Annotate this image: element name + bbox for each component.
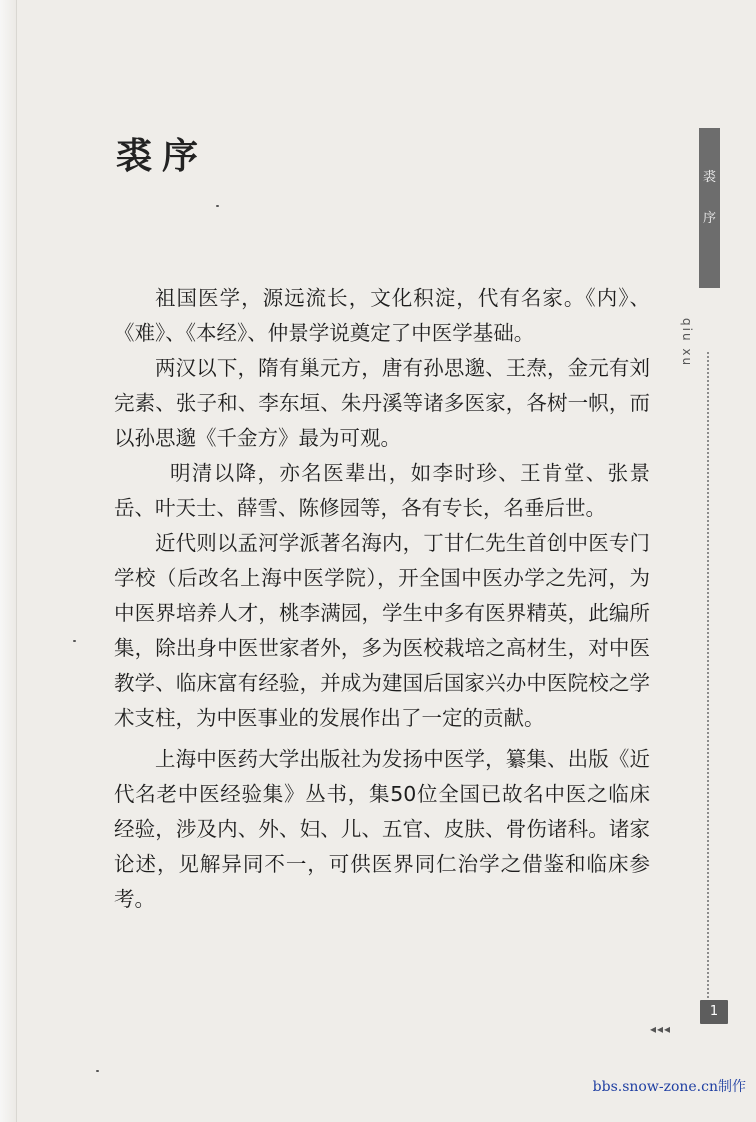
watermark: bbs.snow-zone.cn制作 — [592, 1079, 746, 1095]
scan-speck — [96, 1070, 99, 1072]
body-text — [114, 281, 650, 917]
paragraph-4: 近代则以孟河学派著名海内，丁甘仁先生首创中医专门学校（后改名上海中医学院），开全国中医办学之先河，为中医界培养人才，桃李满园，学生中多有医界精英，此编所集，除出身中医世家者外，多为医校栽培之高材生，对中医教学、临床富有经验，并成为建国后国家兴办中医院校之学术支柱，为中医事业的发展作出了一定的贡献。 — [114, 531, 650, 730]
nav-arrows-icon: ◂◂◂ — [650, 1022, 672, 1036]
page-number: 1 — [700, 1000, 728, 1024]
paragraph-1: 祖国医学，源远流长，文化积淀，代有名家。《内》、《难》、《本经》、仲景学说奠定了中医学基础。 — [114, 286, 650, 345]
section-tab-char-1: 裘 — [702, 170, 716, 185]
paragraph-2: 两汉以下，隋有巢元方，唐有孙思邈、王焘，金元有刘完素、张子和、李东垣、朱丹溪等诸多医家，各树一帜，而以孙思邈《千金方》最为可观。 — [114, 356, 650, 450]
dotted-divider — [707, 352, 709, 1002]
section-tab — [699, 128, 720, 288]
paragraph-3: 明清以降，亦名医辈出，如李时珍、王肯堂、张景岳、叶天士、薛雪、陈修园等，各有专长，名垂后世。 — [114, 461, 650, 520]
scan-speck — [73, 640, 76, 642]
page-edge — [0, 0, 17, 1122]
scan-speck — [216, 205, 219, 207]
section-pinyin: qiu xu — [680, 318, 694, 368]
section-tab-char-2: 序 — [702, 211, 716, 226]
page-title: 裘序 — [116, 135, 209, 177]
paragraph-5: 上海中医药大学出版社为发扬中医学，纂集、出版《近代名老中医经验集》丛书，集50位全国已故名中医之临床经验，涉及内、外、妇、儿、五官、皮肤、骨伤诸科。诸家论述，见解异同不一，可供医界同仁治学之借鉴和临床参考。 — [114, 747, 650, 911]
